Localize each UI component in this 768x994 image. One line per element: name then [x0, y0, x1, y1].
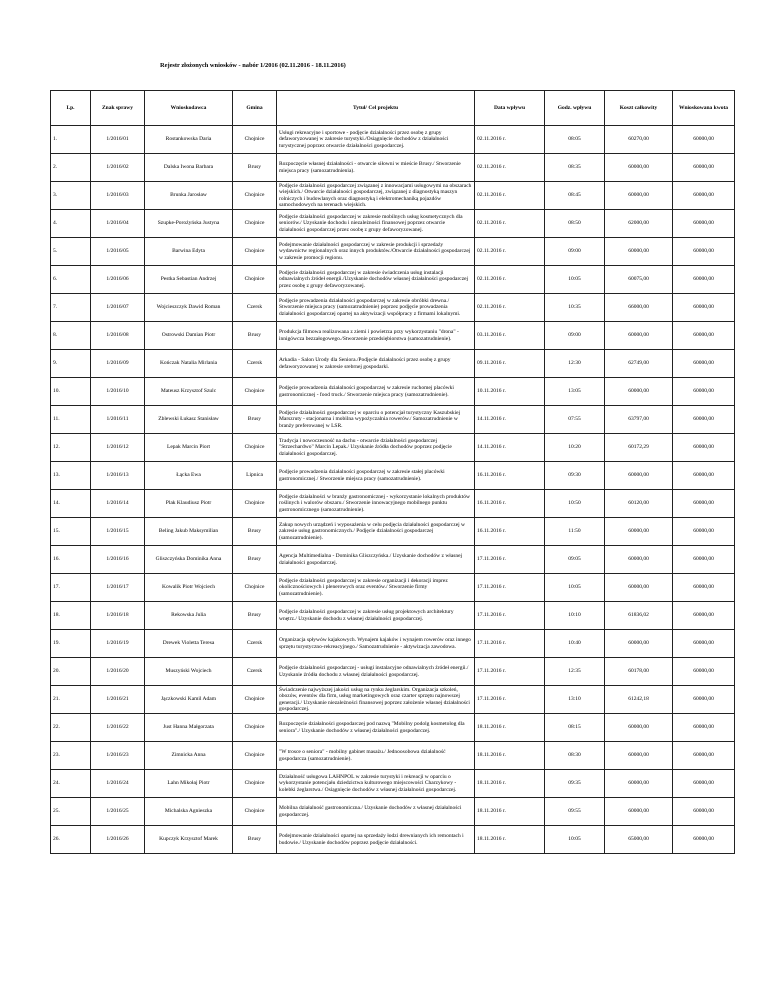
- table-row: [51, 322, 735, 350]
- cell-receipt-time: 09:35: [545, 770, 605, 798]
- table-row: [51, 126, 735, 154]
- cell-case-number: 1/2016/01: [91, 126, 145, 154]
- cell-total-cost: 62749,00: [605, 350, 673, 378]
- table-row: [51, 630, 735, 658]
- cell-municipality: Chojnice: [233, 770, 277, 798]
- cell-receipt-date: 16.11.2016 r.: [475, 490, 545, 518]
- table-row: [51, 350, 735, 378]
- cell-project-title: "W trosce o seniora" - mobilny gabinet masażu./ Jednoosobowa działalność gospodarcza (samozatrudnienie).: [277, 742, 475, 770]
- table-header-row: [51, 91, 735, 126]
- table-row: [51, 210, 735, 238]
- cell-total-cost: 60075,00: [605, 266, 673, 294]
- cell-total-cost: 60000,00: [605, 182, 673, 210]
- cell-lp: 22.: [51, 714, 91, 742]
- cell-receipt-time: 12:35: [545, 658, 605, 686]
- cell-case-number: 1/2016/26: [91, 826, 145, 854]
- table-row: [51, 154, 735, 182]
- cell-total-cost: 61836,02: [605, 602, 673, 630]
- cell-lp: 15.: [51, 518, 91, 546]
- cell-applicant: Brunka Jarosław: [145, 182, 233, 210]
- cell-applicant: Rostankowska Daria: [145, 126, 233, 154]
- cell-total-cost: 60000,00: [605, 154, 673, 182]
- cell-receipt-date: 02.11.2016 r.: [475, 182, 545, 210]
- table-body: [51, 126, 735, 854]
- cell-total-cost: 60000,00: [605, 378, 673, 406]
- cell-project-title: Usługi rekreacyjne i sportowe - podjęcie działalności przez osobę z grupy defaworyzowanej w zakresie turystyki./Osiągnięcie dochodów z działalności turystycznej poprzez otwarcie działalności gospodarczej.: [277, 126, 475, 154]
- cell-project-title: Arkadia - Salon Urody dla Seniora./Podjęcie działalności przez osobę z grupy defaworyzowanej w zakresie srebrnej gospodarki.: [277, 350, 475, 378]
- cell-receipt-time: 07:55: [545, 406, 605, 434]
- cell-requested-amount: 60000,00: [673, 238, 735, 266]
- cell-receipt-time: 10:05: [545, 266, 605, 294]
- cell-lp: 24.: [51, 770, 91, 798]
- cell-case-number: 1/2016/10: [91, 378, 145, 406]
- cell-project-title: Podjęcie działalności gospodarczej związanej z innowacjami usługowymi na obszarach wiejskich./ Otwarcie działalności gospodarczej, związanej z diagnostyką maszyn rolniczych i budowlanych oraz diagnostyką i elektromechaniką pojazdów samochodowych na terenach wiejskich.: [277, 182, 475, 210]
- cell-municipality: Brusy: [233, 546, 277, 574]
- cell-project-title: Podjęcie działalności gospodarczej w zakresie mobilnych usług kosmetycznych dla seniorów./ Uzyskanie dochodu i niezależności finansowej poprzez otwarcie działalności gospodarczej przez osobę z grupy defaworyzowanej.: [277, 210, 475, 238]
- cell-applicant: Dalska Iwona Barbara: [145, 154, 233, 182]
- cell-total-cost: 63797,00: [605, 406, 673, 434]
- cell-receipt-date: 10.11.2016 r.: [475, 378, 545, 406]
- table-row: [51, 714, 735, 742]
- cell-receipt-date: 17.11.2016 r.: [475, 574, 545, 602]
- cell-receipt-date: 17.11.2016 r.: [475, 658, 545, 686]
- cell-case-number: 1/2016/14: [91, 490, 145, 518]
- cell-receipt-time: 08:35: [545, 154, 605, 182]
- cell-applicant: Just Hanna Małgorzata: [145, 714, 233, 742]
- cell-receipt-time: 08:15: [545, 714, 605, 742]
- cell-total-cost: 60000,00: [605, 238, 673, 266]
- cell-receipt-date: 02.11.2016 r.: [475, 126, 545, 154]
- cell-requested-amount: 60000,00: [673, 742, 735, 770]
- cell-municipality: Brusy: [233, 518, 277, 546]
- cell-project-title: Podjęcie działalności gospodarczej w oparciu o potencjał turystyczny Kaszubskiej Marszruty - stacjonarna i mobilna wypożyczalnia rowerów./ Samozatrudnienie w branży preferowanej w LSR.: [277, 406, 475, 434]
- cell-lp: 1.: [51, 126, 91, 154]
- cell-receipt-date: 02.11.2016 r.: [475, 238, 545, 266]
- cell-lp: 20.: [51, 658, 91, 686]
- cell-receipt-time: 12:30: [545, 350, 605, 378]
- cell-receipt-date: 18.11.2016 r.: [475, 826, 545, 854]
- cell-lp: 17.: [51, 574, 91, 602]
- cell-project-title: Podjęcie działalności gospodarczej - usługi instalacyjne odnawialnych źródeł energii./ Uzyskanie źródła dochodu z własnej działalności gospodarczej.: [277, 658, 475, 686]
- cell-total-cost: 61242,18: [605, 686, 673, 714]
- cell-requested-amount: 60000,00: [673, 714, 735, 742]
- cell-case-number: 1/2016/17: [91, 574, 145, 602]
- cell-receipt-date: 18.11.2016 r.: [475, 798, 545, 826]
- cell-project-title: Podjęcie prowadzenia działalności gospodarczej w zakresie stałej placówki gastronomicznej./ Stworzenie miejsca pracy (samozatrudnienie).: [277, 462, 475, 490]
- cell-receipt-time: 08:50: [545, 210, 605, 238]
- cell-receipt-time: 09:55: [545, 798, 605, 826]
- cell-receipt-time: 10:40: [545, 630, 605, 658]
- cell-project-title: Rozpoczęcie działalności gospodarczej pod nazwą "Mobilny podolg kosmetolog dla seniora"./ Uzyskanie dochodów z własnej działalności gospodarczej.: [277, 714, 475, 742]
- cell-applicant: Kowalik Piotr Wojciech: [145, 574, 233, 602]
- cell-lp: 21.: [51, 686, 91, 714]
- cell-case-number: 1/2016/05: [91, 238, 145, 266]
- cell-case-number: 1/2016/25: [91, 798, 145, 826]
- cell-project-title: Podejmowanie działalności opartej na sprzedaży łodzi drewnianych ich remontach i budowie./ Uzyskanie dochodów poprzez podjęcie działalności.: [277, 826, 475, 854]
- cell-municipality: Chojnice: [233, 742, 277, 770]
- cell-requested-amount: 60000,00: [673, 210, 735, 238]
- cell-municipality: Brusy: [233, 154, 277, 182]
- cell-applicant: Zblewski Łukasz Stanisław: [145, 406, 233, 434]
- cell-case-number: 1/2016/11: [91, 406, 145, 434]
- cell-project-title: Podjęcie prowadzenia działalności gospodarczej w zakresie ruchomej placówki gastronomicznej - food truck./ Stworzenie miejsca pracy (samozatrudnienie).: [277, 378, 475, 406]
- cell-project-title: Świadczenie najwyższej jakości usług na rynku żeglarskim. Organizacja szkoleń, obozów, eventów dla firm, usług marketingowych oraz czarter sprzętu najnowszej generacji./ Uzyskanie niezależności finansowej poprzez założenie własnej działalności gospodarczej.: [277, 686, 475, 714]
- cell-total-cost: 65000,00: [605, 826, 673, 854]
- cell-case-number: 1/2016/06: [91, 266, 145, 294]
- cell-municipality: Chojnice: [233, 266, 277, 294]
- cell-municipality: Chojnice: [233, 798, 277, 826]
- table-row: [51, 490, 735, 518]
- cell-lp: 8.: [51, 322, 91, 350]
- cell-receipt-date: 02.11.2016 r.: [475, 266, 545, 294]
- cell-applicant: Lahn Mikołaj Piotr: [145, 770, 233, 798]
- cell-applicant: Gliszczyńska Dominika Anna: [145, 546, 233, 574]
- cell-case-number: 1/2016/16: [91, 546, 145, 574]
- cell-total-cost: 60000,00: [605, 798, 673, 826]
- cell-receipt-time: 13:10: [545, 686, 605, 714]
- cell-municipality: Chojnice: [233, 126, 277, 154]
- cell-receipt-time: 10:05: [545, 574, 605, 602]
- cell-municipality: Czersk: [233, 658, 277, 686]
- header-total-cost: Koszt całkowity: [605, 91, 673, 126]
- cell-case-number: 1/2016/08: [91, 322, 145, 350]
- cell-requested-amount: 60000,00: [673, 406, 735, 434]
- table-row: [51, 406, 735, 434]
- cell-applicant: Mateusz Krzysztof Szulc: [145, 378, 233, 406]
- cell-total-cost: 60000,00: [605, 574, 673, 602]
- cell-receipt-time: 10:10: [545, 602, 605, 630]
- table-row: [51, 826, 735, 854]
- cell-receipt-date: 16.11.2016 r.: [475, 462, 545, 490]
- table-row: [51, 462, 735, 490]
- cell-applicant: Kupczyk Krzysztof Marek: [145, 826, 233, 854]
- cell-lp: 25.: [51, 798, 91, 826]
- cell-applicant: Muszyński Wojciech: [145, 658, 233, 686]
- cell-applicant: Szupke-Porożyńska Justyna: [145, 210, 233, 238]
- cell-receipt-date: 18.11.2016 r.: [475, 742, 545, 770]
- cell-municipality: Czersk: [233, 294, 277, 322]
- cell-municipality: Lipnica: [233, 462, 277, 490]
- cell-project-title: Zakup nowych urządzeń i wyposażenia w celu podjęcia działalności gospodarczej w zakresie usług gastronomicznych./ Podjęcie działalności gospodarczej (samozatrudnienie).: [277, 518, 475, 546]
- cell-receipt-date: 14.11.2016 r.: [475, 434, 545, 462]
- cell-project-title: Produkcja filmowa realizowana z ziemi i powietrza przy wykorzystaniu "drona" - innigówcza bezzałogowego./Stworzenie przedsiębiorstwa (samozatrudnienie).: [277, 322, 475, 350]
- cell-project-title: Działalność usługowa LAHNPOL w zakresie turystyki i rekreacji w oparciu o wykorzystanie potencjału dziedzictwa kulturowego miejscowości Charzykowy - kolebki żeglarstwa./ Osiągnięcie dochodów z własnej działalności gospodarczej.: [277, 770, 475, 798]
- cell-project-title: Podejmowanie działalności gospodarczej w zakresie produkcji i sprzedaży wydawnictw regionalnych oraz innych produktów./Otwarcie działalności gospodarczej w zakresie promocji regionu.: [277, 238, 475, 266]
- cell-receipt-date: 09.11.2016 r.: [475, 350, 545, 378]
- cell-receipt-time: 09:05: [545, 546, 605, 574]
- cell-municipality: Brusy: [233, 322, 277, 350]
- table-row: [51, 434, 735, 462]
- cell-applicant: Plak Klaudiusz Piotr: [145, 490, 233, 518]
- cell-municipality: Brusy: [233, 406, 277, 434]
- document-title: Rejestr złożonych wniosków - nabór 1/2016 (02.11.2016 - 18.11.2016): [160, 62, 346, 69]
- cell-total-cost: 60000,00: [605, 742, 673, 770]
- cell-requested-amount: 60000,00: [673, 798, 735, 826]
- cell-applicant: Ostrowski Damian Piotr: [145, 322, 233, 350]
- cell-lp: 14.: [51, 490, 91, 518]
- cell-receipt-time: 08:30: [545, 742, 605, 770]
- cell-project-title: Podjęcie działalności gospodarczej w zakresie usług projektowych architektury wnętrz./ Uzyskanie dochodu z własnej działalności gospodarczej.: [277, 602, 475, 630]
- cell-receipt-time: 13:05: [545, 378, 605, 406]
- cell-requested-amount: 60000,00: [673, 686, 735, 714]
- cell-receipt-date: 02.11.2016 r.: [475, 294, 545, 322]
- table-row: [51, 770, 735, 798]
- cell-lp: 13.: [51, 462, 91, 490]
- cell-requested-amount: 60000,00: [673, 462, 735, 490]
- cell-municipality: Chojnice: [233, 714, 277, 742]
- cell-lp: 26.: [51, 826, 91, 854]
- cell-receipt-time: 10:20: [545, 434, 605, 462]
- cell-total-cost: 60000,00: [605, 462, 673, 490]
- registry-table: [50, 90, 735, 854]
- cell-municipality: Brusy: [233, 826, 277, 854]
- cell-project-title: Podjęcie działalności w branży gastronomicznej - wykorzystanie lokalnych produktów roślinych i walorów obszaru./ Stworzenie innowacyjnego mobilnego punktu gastronomicznego (samozatrudnienie).: [277, 490, 475, 518]
- table-row: [51, 546, 735, 574]
- cell-case-number: 1/2016/09: [91, 350, 145, 378]
- cell-requested-amount: 60000,00: [673, 826, 735, 854]
- cell-applicant: Wojcieszczyk Dawid Roman: [145, 294, 233, 322]
- table-row: [51, 742, 735, 770]
- cell-receipt-time: 09:00: [545, 322, 605, 350]
- header-project-title: Tytuł/ Cel projektu: [277, 91, 475, 126]
- cell-project-title: Agencja Multimedialna - Dominika Gliszczyńska./ Uzyskanie dochodów z własnej działalności gospodarczej.: [277, 546, 475, 574]
- cell-municipality: Chojnice: [233, 210, 277, 238]
- cell-requested-amount: 60000,00: [673, 154, 735, 182]
- cell-requested-amount: 60000,00: [673, 518, 735, 546]
- cell-total-cost: 60270,00: [605, 126, 673, 154]
- cell-receipt-time: 10:35: [545, 294, 605, 322]
- cell-receipt-date: 17.11.2016 r.: [475, 602, 545, 630]
- cell-case-number: 1/2016/15: [91, 518, 145, 546]
- cell-project-title: Rozpoczęcie własnej działalności - otwarcie siłowni w mieście Brusy./ Stworzenie miejsca pracy (samozatrudnienia).: [277, 154, 475, 182]
- header-municipality: Gmina: [233, 91, 277, 126]
- cell-municipality: Chojnice: [233, 490, 277, 518]
- cell-total-cost: 60000,00: [605, 322, 673, 350]
- cell-applicant: Kończak Natalia Mirlania: [145, 350, 233, 378]
- cell-project-title: Tradycja i nowoczesność na dachu - otwarcie działalności gospodarczej "Strzechardwo" Marcin Lepak./ Uzyskanie źródła dochodów poprzez podjęcie działalności gospodarczej.: [277, 434, 475, 462]
- cell-requested-amount: 60000,00: [673, 350, 735, 378]
- cell-receipt-time: 09:30: [545, 462, 605, 490]
- cell-applicant: Michalska Agnieszka: [145, 798, 233, 826]
- cell-total-cost: 60000,00: [605, 546, 673, 574]
- cell-lp: 6.: [51, 266, 91, 294]
- cell-case-number: 1/2016/12: [91, 434, 145, 462]
- cell-case-number: 1/2016/13: [91, 462, 145, 490]
- cell-case-number: 1/2016/18: [91, 602, 145, 630]
- cell-requested-amount: 60000,00: [673, 546, 735, 574]
- table-row: [51, 294, 735, 322]
- header-applicant: Wnioskodawca: [145, 91, 233, 126]
- cell-requested-amount: 60000,00: [673, 378, 735, 406]
- cell-lp: 18.: [51, 602, 91, 630]
- cell-project-title: Organizacja spływów kajakowych. Wynajem kajaków i wynajem rowerów oraz innego sprzętu turystyczno-rekreacyjnego./ Samozatrudnienie - aktywizacja zawodowa.: [277, 630, 475, 658]
- cell-municipality: Chojnice: [233, 686, 277, 714]
- cell-lp: 11.: [51, 406, 91, 434]
- cell-case-number: 1/2016/22: [91, 714, 145, 742]
- cell-receipt-date: 03.11.2016 r.: [475, 322, 545, 350]
- cell-applicant: Jączkowski Kamil Adam: [145, 686, 233, 714]
- cell-project-title: Podjęcie prowadzenia działalności gospodarczej w zakresie obróbki drewna./ Stworzenie miejsca pracy (samozatrudnienie) poprzez podjęcie prowadzenia działalności gospodarczej opartej na aktywizacji współpracy z firmami lokalnymi.: [277, 294, 475, 322]
- cell-requested-amount: 60000,00: [673, 490, 735, 518]
- cell-case-number: 1/2016/21: [91, 686, 145, 714]
- table-row: [51, 602, 735, 630]
- table-row: [51, 658, 735, 686]
- table-row: [51, 182, 735, 210]
- cell-municipality: Chojnice: [233, 238, 277, 266]
- table-row: [51, 686, 735, 714]
- header-receipt-time: Godz. wpływu: [545, 91, 605, 126]
- cell-applicant: Drewek Violetta Teresa: [145, 630, 233, 658]
- cell-receipt-date: 14.11.2016 r.: [475, 406, 545, 434]
- cell-total-cost: 60172,29: [605, 434, 673, 462]
- cell-receipt-time: 08:45: [545, 182, 605, 210]
- cell-lp: 10.: [51, 378, 91, 406]
- table-row: [51, 378, 735, 406]
- cell-municipality: Chojnice: [233, 378, 277, 406]
- cell-case-number: 1/2016/03: [91, 182, 145, 210]
- header-requested-amount: Wnioskowana kwota: [673, 91, 735, 126]
- cell-project-title: Podjęcie działalności gospodarczej w zakresie świadczenia usług instalacji odnawialnych źródeł energii./Uzyskanie dochodów własnej działalności gospodarczej przez osobę z grupy defaworyzowanej.: [277, 266, 475, 294]
- cell-case-number: 1/2016/19: [91, 630, 145, 658]
- table-row: [51, 238, 735, 266]
- cell-lp: 23.: [51, 742, 91, 770]
- cell-total-cost: 60000,00: [605, 630, 673, 658]
- table-row: [51, 266, 735, 294]
- cell-receipt-time: 11:50: [545, 518, 605, 546]
- cell-case-number: 1/2016/07: [91, 294, 145, 322]
- cell-requested-amount: 60000,00: [673, 126, 735, 154]
- cell-applicant: Beling Jakub Maksymilian: [145, 518, 233, 546]
- cell-receipt-time: 08:05: [545, 126, 605, 154]
- cell-lp: 2.: [51, 154, 91, 182]
- cell-requested-amount: 60000,00: [673, 658, 735, 686]
- cell-requested-amount: 60000,00: [673, 602, 735, 630]
- table-row: [51, 798, 735, 826]
- cell-receipt-time: 09:00: [545, 238, 605, 266]
- cell-lp: 5.: [51, 238, 91, 266]
- header-case-number: Znak sprawy: [91, 91, 145, 126]
- cell-requested-amount: 60000,00: [673, 182, 735, 210]
- cell-receipt-date: 17.11.2016 r.: [475, 686, 545, 714]
- cell-requested-amount: 60000,00: [673, 770, 735, 798]
- cell-applicant: Lepak Marcin Piort: [145, 434, 233, 462]
- cell-lp: 4.: [51, 210, 91, 238]
- header-receipt-date: Data wpływu: [475, 91, 545, 126]
- cell-project-title: Podjęcie działalności gospodarczej w zakresie organizacji i dekoracji imprez okolicznościowych i plenerowych oraz eventów./ Stworzenie firmy (samozatrudnienie).: [277, 574, 475, 602]
- cell-lp: 16.: [51, 546, 91, 574]
- cell-case-number: 1/2016/20: [91, 658, 145, 686]
- cell-applicant: Łącka Ewa: [145, 462, 233, 490]
- cell-applicant: Rekowska Julia: [145, 602, 233, 630]
- cell-total-cost: 62000,00: [605, 210, 673, 238]
- cell-lp: 12.: [51, 434, 91, 462]
- cell-case-number: 1/2016/23: [91, 742, 145, 770]
- cell-receipt-date: 18.11.2016 r.: [475, 714, 545, 742]
- cell-total-cost: 60120,00: [605, 490, 673, 518]
- cell-receipt-date: 02.11.2016 r.: [475, 210, 545, 238]
- cell-case-number: 1/2016/24: [91, 770, 145, 798]
- cell-receipt-date: 17.11.2016 r.: [475, 546, 545, 574]
- cell-receipt-date: 17.11.2016 r.: [475, 630, 545, 658]
- cell-total-cost: 66000,00: [605, 294, 673, 322]
- cell-municipality: Chojnice: [233, 434, 277, 462]
- cell-total-cost: 60000,00: [605, 714, 673, 742]
- cell-lp: 7.: [51, 294, 91, 322]
- cell-receipt-date: 18.11.2016 r.: [475, 770, 545, 798]
- cell-municipality: Czersk: [233, 350, 277, 378]
- cell-applicant: Pestka Sebastian Andrzej: [145, 266, 233, 294]
- cell-total-cost: 60000,00: [605, 518, 673, 546]
- cell-municipality: Brusy: [233, 602, 277, 630]
- cell-total-cost: 60178,00: [605, 658, 673, 686]
- cell-case-number: 1/2016/02: [91, 154, 145, 182]
- cell-lp: 9.: [51, 350, 91, 378]
- cell-requested-amount: 60000,00: [673, 574, 735, 602]
- table-row: [51, 518, 735, 546]
- cell-receipt-time: 10:05: [545, 826, 605, 854]
- cell-receipt-time: 10:50: [545, 490, 605, 518]
- cell-requested-amount: 60000,00: [673, 294, 735, 322]
- cell-municipality: Chojnice: [233, 182, 277, 210]
- cell-receipt-date: 16.11.2016 r.: [475, 518, 545, 546]
- cell-case-number: 1/2016/04: [91, 210, 145, 238]
- table-row: [51, 574, 735, 602]
- cell-total-cost: 60000,00: [605, 770, 673, 798]
- cell-municipality: Chojnice: [233, 574, 277, 602]
- cell-requested-amount: 60000,00: [673, 322, 735, 350]
- cell-applicant: Zimnicka Anna: [145, 742, 233, 770]
- cell-requested-amount: 60000,00: [673, 266, 735, 294]
- cell-municipality: Czersk: [233, 630, 277, 658]
- cell-applicant: Barwina Edyta: [145, 238, 233, 266]
- cell-lp: 19.: [51, 630, 91, 658]
- header-lp: Lp.: [51, 91, 91, 126]
- cell-requested-amount: 60000,00: [673, 630, 735, 658]
- cell-requested-amount: 60000,00: [673, 434, 735, 462]
- cell-project-title: Mobilna działalność gastronomiczna./ Uzyskanie dochodów z własnej działalności gospodarczej.: [277, 798, 475, 826]
- cell-lp: 3.: [51, 182, 91, 210]
- cell-receipt-date: 02.11.2016 r.: [475, 154, 545, 182]
